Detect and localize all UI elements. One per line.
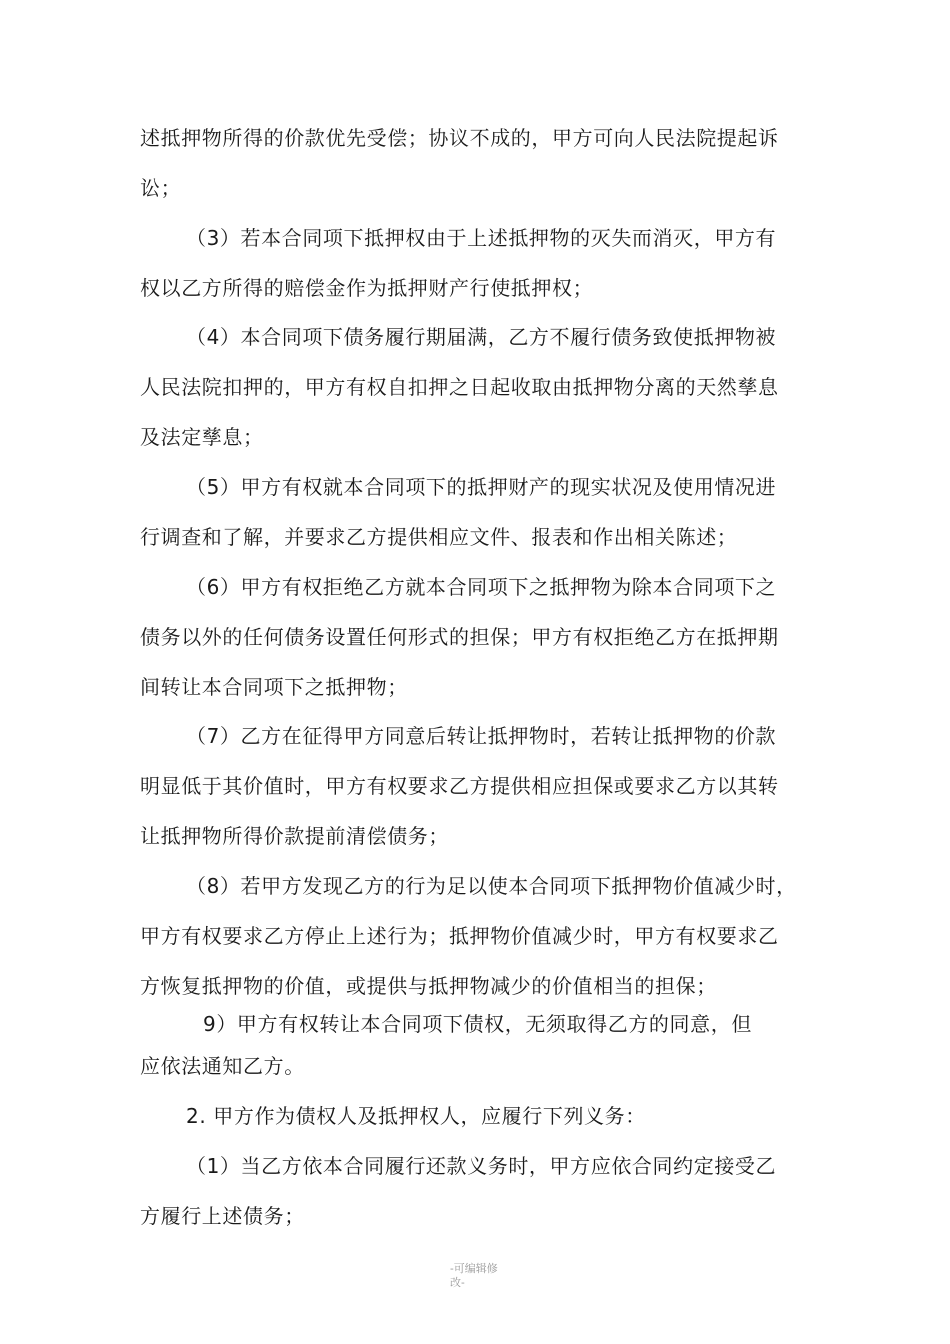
text-line: 明显低于其价值时，甲方有权要求乙方提供相应担保或要求乙方以其转 xyxy=(140,774,779,798)
text-line: 让抵押物所得价款提前清偿债务； xyxy=(140,824,449,848)
text-line: （7）乙方在征得甲方同意后转让抵押物时，若转让抵押物的价款 xyxy=(186,724,777,748)
text-line: 及法定孳息； xyxy=(140,425,264,449)
text-line: 间转让本合同项下之抵押物； xyxy=(140,675,408,699)
page-footer-line2: 改- xyxy=(450,1276,465,1289)
text-line: （8）若甲方发现乙方的行为足以使本合同项下抵押物价值减少时， xyxy=(186,874,797,898)
text-line: 2. 甲方作为债权人及抵押权人，应履行下列义务： xyxy=(186,1104,646,1128)
text-line: 甲方有权要求乙方停止上述行为；抵押物价值减少时，甲方有权要求乙 xyxy=(140,924,779,948)
text-line: （1）当乙方依本合同履行还款义务时，甲方应依合同约定接受乙 xyxy=(186,1154,777,1178)
text-line: 方履行上述债务； xyxy=(140,1204,305,1228)
text-line: 9）甲方有权转让本合同项下债权，无须取得乙方的同意，但 xyxy=(203,1012,752,1036)
text-line: 人民法院扣押的，甲方有权自扣押之日起收取由抵押物分离的天然孳息 xyxy=(140,375,779,399)
text-line: （5）甲方有权就本合同项下的抵押财产的现实状况及使用情况进 xyxy=(186,475,777,499)
text-line: （3）若本合同项下抵押权由于上述抵押物的灭失而消灭，甲方有 xyxy=(186,226,777,250)
page-footer-line1: -可编辑修 xyxy=(450,1262,498,1275)
text-line: （6）甲方有权拒绝乙方就本合同项下之抵押物为除本合同项下之 xyxy=(186,575,777,599)
text-line: （4）本合同项下债务履行期届满，乙方不履行债务致使抵押物被 xyxy=(186,325,777,349)
text-line: 述抵押物所得的价款优先受偿；协议不成的，甲方可向人民法院提起诉 xyxy=(140,126,779,150)
text-line: 应依法通知乙方。 xyxy=(140,1054,305,1078)
text-line: 方恢复抵押物的价值，或提供与抵押物减少的价值相当的担保； xyxy=(140,974,717,998)
text-line: 行调查和了解，并要求乙方提供相应文件、报表和作出相关陈述； xyxy=(140,525,738,549)
text-line: 讼； xyxy=(140,176,182,200)
text-line: 债务以外的任何债务设置任何形式的担保；甲方有权拒绝乙方在抵押期 xyxy=(140,625,779,649)
text-line: 权以乙方所得的赔偿金作为抵押财产行使抵押权； xyxy=(140,276,594,300)
